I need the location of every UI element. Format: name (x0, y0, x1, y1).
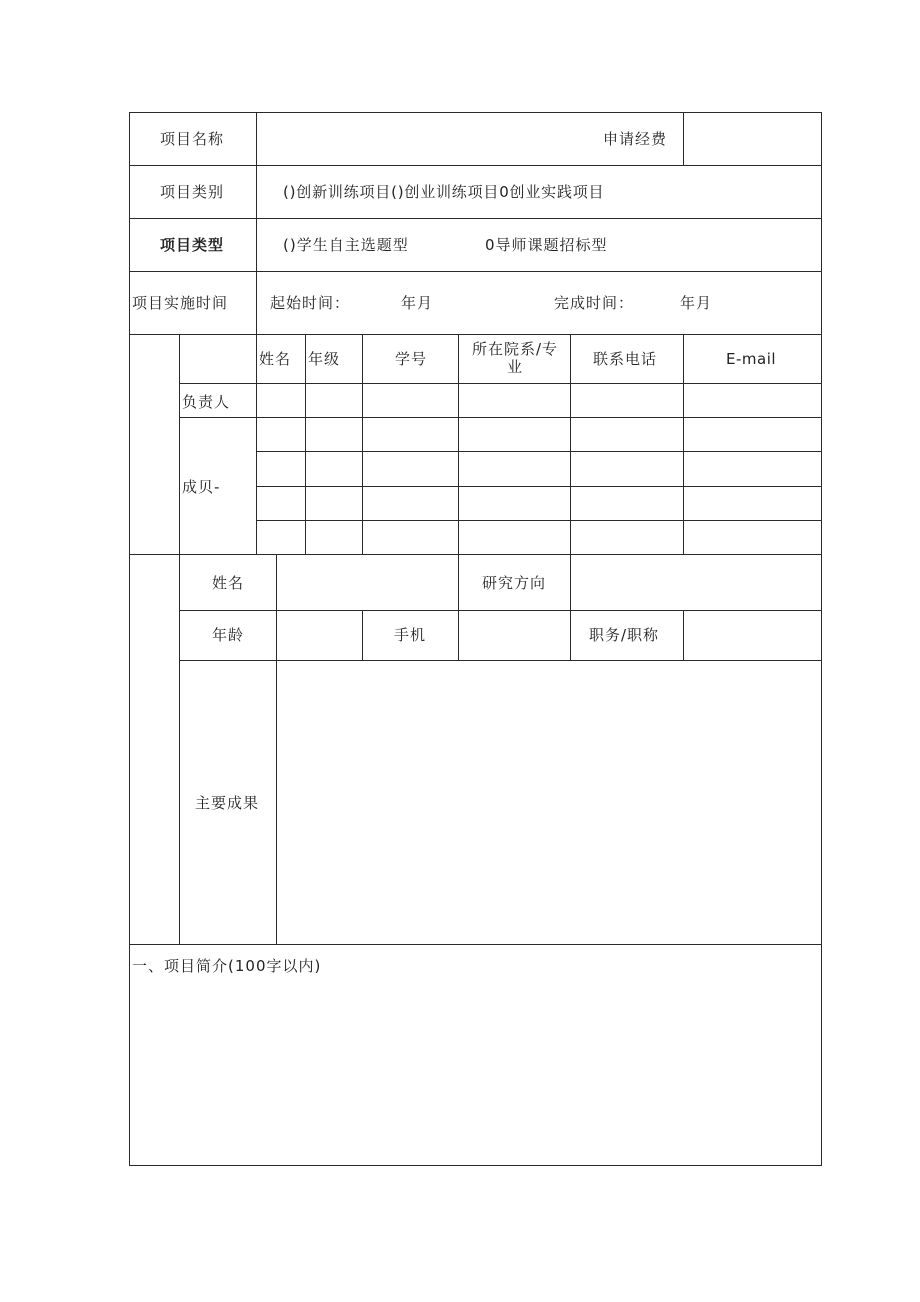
research-direction-label: 研究方向 (482, 574, 547, 592)
start-time-label: 起始时间： (270, 294, 351, 312)
advisor-phone-label: 手机 (394, 626, 427, 644)
rule (570, 554, 571, 660)
leader-label: 负责人 (182, 393, 231, 411)
member-header-email: E-mail (726, 350, 777, 368)
rule (179, 383, 822, 384)
rule (458, 334, 459, 554)
rule (362, 334, 363, 554)
member-header-grade: 年级 (308, 350, 341, 368)
project-summary-heading: 一、项目简介(100字以内) (132, 957, 322, 975)
rule (570, 334, 571, 554)
rule (256, 334, 257, 554)
member-header-phone: 联系电话 (593, 350, 658, 368)
project-type-option-student[interactable]: ()学生自主选题型 (283, 236, 409, 254)
advisor-age-label: 年龄 (212, 626, 245, 644)
rule (179, 334, 180, 944)
project-name-field[interactable] (257, 113, 597, 165)
project-name-label: 项目名称 (160, 130, 225, 148)
funding-field[interactable] (684, 113, 821, 165)
project-summary-field[interactable] (130, 980, 821, 1165)
member-label: 成贝- (182, 478, 221, 496)
rule (129, 165, 822, 166)
rule (129, 944, 822, 945)
member-header-student-id: 学号 (395, 350, 428, 368)
advisor-title-label: 职务/职称 (589, 626, 660, 644)
project-category-options[interactable]: ()创新训练项目()创业训练项目0创业实践项目 (283, 183, 605, 201)
project-category-label: 项目类别 (160, 183, 225, 201)
rule (129, 218, 822, 219)
start-time-unit[interactable]: 年月 (401, 294, 434, 312)
rule (129, 1165, 822, 1166)
project-type-label: 项目类型 (160, 236, 225, 254)
advisor-name-label: 姓名 (212, 574, 245, 592)
member-header-department: 所在院系/专业 (471, 340, 559, 376)
rule (821, 112, 822, 1166)
rule (683, 610, 684, 660)
funding-label: 申请经费 (603, 130, 668, 148)
rule (256, 520, 822, 521)
project-period-label: 项目实施时间 (132, 294, 229, 312)
end-time-unit[interactable]: 年月 (680, 294, 713, 312)
rule (458, 554, 459, 660)
achievements-label: 主要成果 (195, 794, 260, 812)
member-header-name: 姓名 (259, 350, 292, 368)
rule (683, 334, 684, 554)
rule (129, 271, 822, 272)
end-time-label: 完成时间： (554, 294, 635, 312)
rule (305, 334, 306, 554)
rule (256, 451, 822, 452)
rule (179, 417, 822, 418)
project-type-option-advisor[interactable]: 0导师课题招标型 (485, 236, 608, 254)
rule (129, 554, 822, 555)
achievements-field[interactable] (277, 661, 821, 944)
rule (256, 486, 822, 487)
rule (362, 610, 363, 660)
rule (129, 334, 822, 335)
